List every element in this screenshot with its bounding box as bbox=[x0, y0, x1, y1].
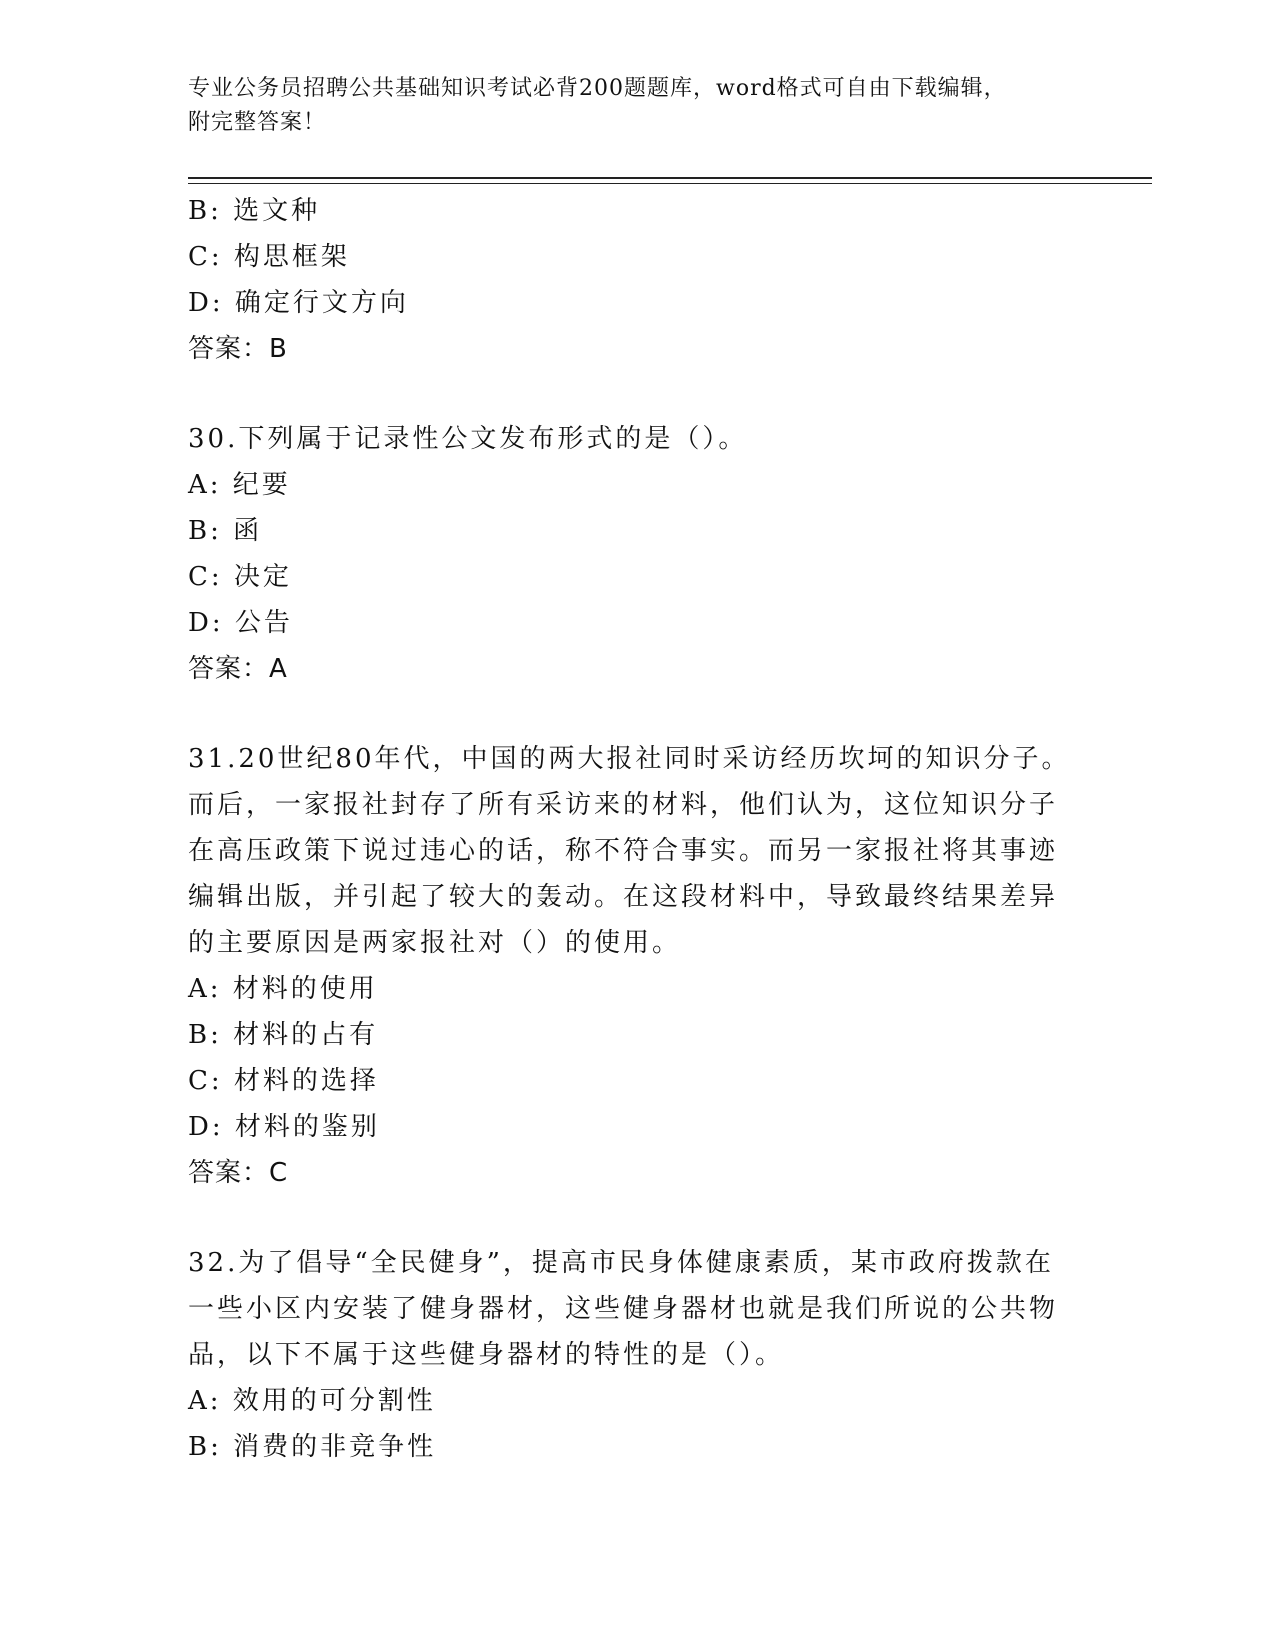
question-text bbox=[188, 1240, 1088, 1378]
header-divider-thin bbox=[188, 183, 1152, 184]
question-text-line: 编辑出版，并引起了较大的轰动。在这段材料中，导致最终结果差异 bbox=[188, 882, 1059, 912]
question-text-line: 的主要原因是两家报社对（）的使用。 bbox=[188, 928, 682, 958]
option-c: C: 构思框架 bbox=[188, 242, 350, 272]
answer: 答案：C bbox=[188, 1158, 289, 1188]
header-line-2: 附完整答案！ bbox=[188, 110, 327, 135]
question-text-line: 31.20世纪80年代，中国的两大报社同时采访经历坎坷的知识分子。 bbox=[188, 744, 1071, 774]
question-text-line: 一些小区内安装了健身器材，这些健身器材也就是我们所说的公共物 bbox=[188, 1294, 1059, 1324]
option-a: A: 纪要 bbox=[188, 470, 291, 500]
question-29-continued bbox=[188, 188, 1088, 372]
question-31 bbox=[188, 736, 1088, 1196]
question-text-line: 在高压政策下说过违心的话，称不符合事实。而另一家报社将其事迹 bbox=[188, 836, 1059, 866]
question-content bbox=[188, 188, 1088, 1470]
option-b: B: 选文种 bbox=[188, 196, 321, 226]
option-b: B: 函 bbox=[188, 516, 263, 546]
question-text bbox=[188, 736, 1088, 966]
question-text-line: 而后，一家报社封存了所有采访来的材料，他们认为，这位知识分子 bbox=[188, 790, 1059, 820]
answer: 答案：A bbox=[188, 654, 288, 684]
option-a: A: 效用的可分割性 bbox=[188, 1386, 436, 1416]
option-c: C: 决定 bbox=[188, 562, 292, 592]
option-b: B: 材料的占有 bbox=[188, 1020, 379, 1050]
option-d: D: 确定行文方向 bbox=[188, 288, 409, 318]
document-header bbox=[188, 72, 1068, 140]
question-32 bbox=[188, 1240, 1088, 1470]
option-d: D: 材料的鉴别 bbox=[188, 1112, 380, 1142]
option-b: B: 消费的非竞争性 bbox=[188, 1432, 437, 1462]
answer: 答案：B bbox=[188, 334, 288, 364]
question-text-line: 32.为了倡导“全民健身”，提高市民身体健康素质，某市政府拨款在 bbox=[188, 1248, 1054, 1278]
option-d: D: 公告 bbox=[188, 608, 293, 638]
question-30 bbox=[188, 416, 1088, 692]
option-a: A: 材料的使用 bbox=[188, 974, 378, 1004]
option-c: C: 材料的选择 bbox=[188, 1066, 379, 1096]
question-text: 30.下列属于记录性公文发布形式的是（）。 bbox=[188, 424, 748, 454]
question-text-line: 品，以下不属于这些健身器材的特性的是（）。 bbox=[188, 1340, 785, 1370]
header-divider-thick bbox=[188, 177, 1152, 179]
header-line-1: 专业公务员招聘公共基础知识考试必背200题题库，word格式可自由下载编辑， bbox=[188, 76, 1007, 101]
